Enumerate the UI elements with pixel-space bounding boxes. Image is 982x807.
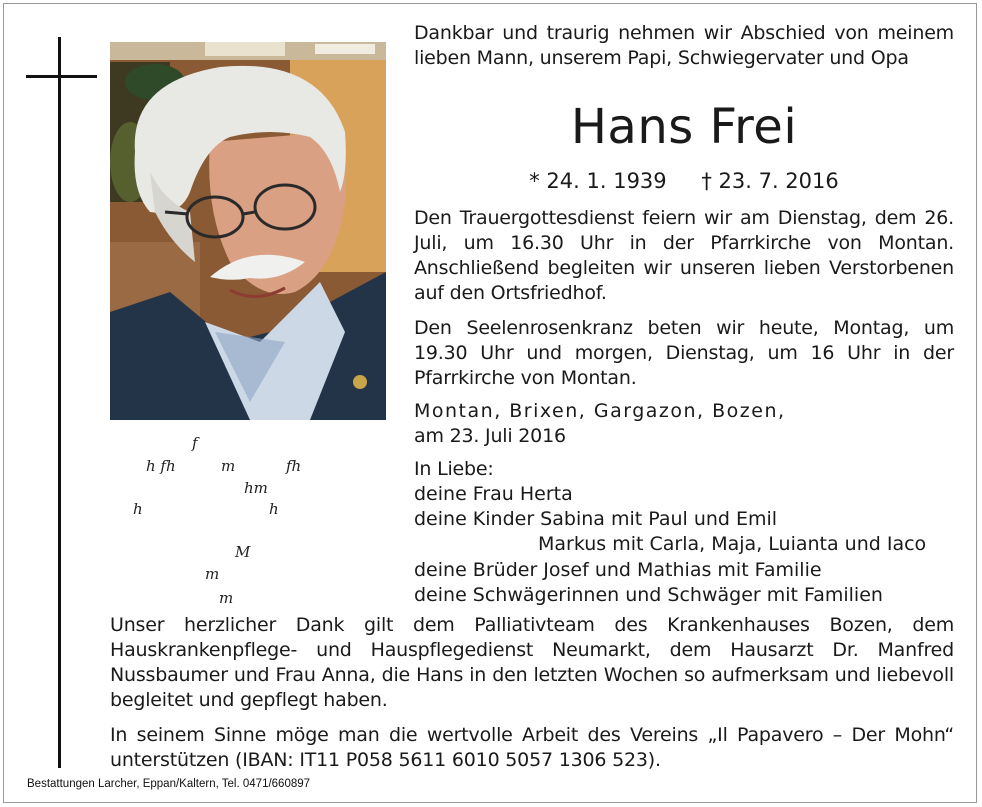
portrait-photo — [110, 42, 386, 420]
fragment-text: h — [133, 500, 143, 518]
fragment-text: h fh — [146, 457, 176, 475]
death-date: † 23. 7. 2016 — [701, 169, 839, 193]
family-member-line: Markus mit Carla, Maja, Luianta und Iaco — [538, 533, 927, 556]
family-member-line: deine Brüder Josef und Mathias mit Familie — [414, 558, 822, 581]
fragment-text: M — [235, 543, 251, 561]
donation-paragraph: In seinem Sinne möge man die wertvolle Arbeit des Vereins „Il Papavero – Der Mohn“ unterstützen (IBAN: IT11 P058 5611 6010 5057 1306 523). — [110, 724, 954, 771]
funeral-home-footer: Bestattungen Larcher, Eppan/Kaltern, Tel. 0471/660897 — [27, 778, 311, 790]
places-line: Montan, Brixen, Gargazon, Bozen, — [414, 400, 786, 422]
rosary-paragraph: Den Seelenrosenkranz beten wir heute, Montag, um 19.30 Uhr und morgen, Dienstag, um 16 Uhr in der Pfarrkirche von Montan. — [414, 317, 954, 389]
fragment-text: m — [205, 565, 220, 583]
stray-letter-fragments — [100, 430, 400, 610]
fragment-text: hm — [244, 479, 268, 497]
fragment-text: f — [192, 434, 198, 452]
fragment-text: fh — [286, 457, 302, 475]
thanks-paragraph: Unser herzlicher Dank gilt dem Palliativteam des Krankenhauses Bozen, dem Hauskrankenpflege- und Hauspflegedienst Neumarkt, dem Hausarzt Dr. Manfred Nussbaumer und Frau Anna, die Hans in den letzten Wochen so aufmerksam und liebevoll begleitet und gepflegt haben. — [110, 614, 954, 711]
cross-vertical-bar — [58, 37, 61, 768]
funeral-service-paragraph: Den Trauergottesdienst feiern wir am Dienstag, dem 26. Juli, um 16.30 Uhr in der Pfarrkirche von Montan. Anschließend begleiten wir unseren lieben Verstorbenen auf den Ortsfriedhof. — [414, 207, 954, 304]
family-member-line: deine Schwägerinnen und Schwäger mit Familien — [414, 583, 883, 606]
fragment-text: m — [221, 457, 236, 475]
intro-text: Dankbar und traurig nehmen wir Abschied von meinem lieben Mann, unserem Papi, Schwiegervater und Opa — [414, 22, 954, 69]
in-love-heading: In Liebe: — [414, 458, 494, 480]
birth-date: * 24. 1. 1939 — [529, 169, 667, 193]
family-list — [414, 482, 926, 608]
family-member-line: deine Frau Herta — [414, 483, 573, 505]
family-member-line: deine Kinder Sabina mit Paul und Emil — [414, 508, 778, 531]
fragment-text: m — [219, 589, 234, 607]
date-line: am 23. Juli 2016 — [414, 425, 566, 447]
deceased-name: Hans Frei — [570, 99, 798, 155]
life-dates — [414, 167, 954, 195]
fragment-text: h — [269, 500, 279, 518]
cross-horizontal-bar — [26, 75, 97, 78]
